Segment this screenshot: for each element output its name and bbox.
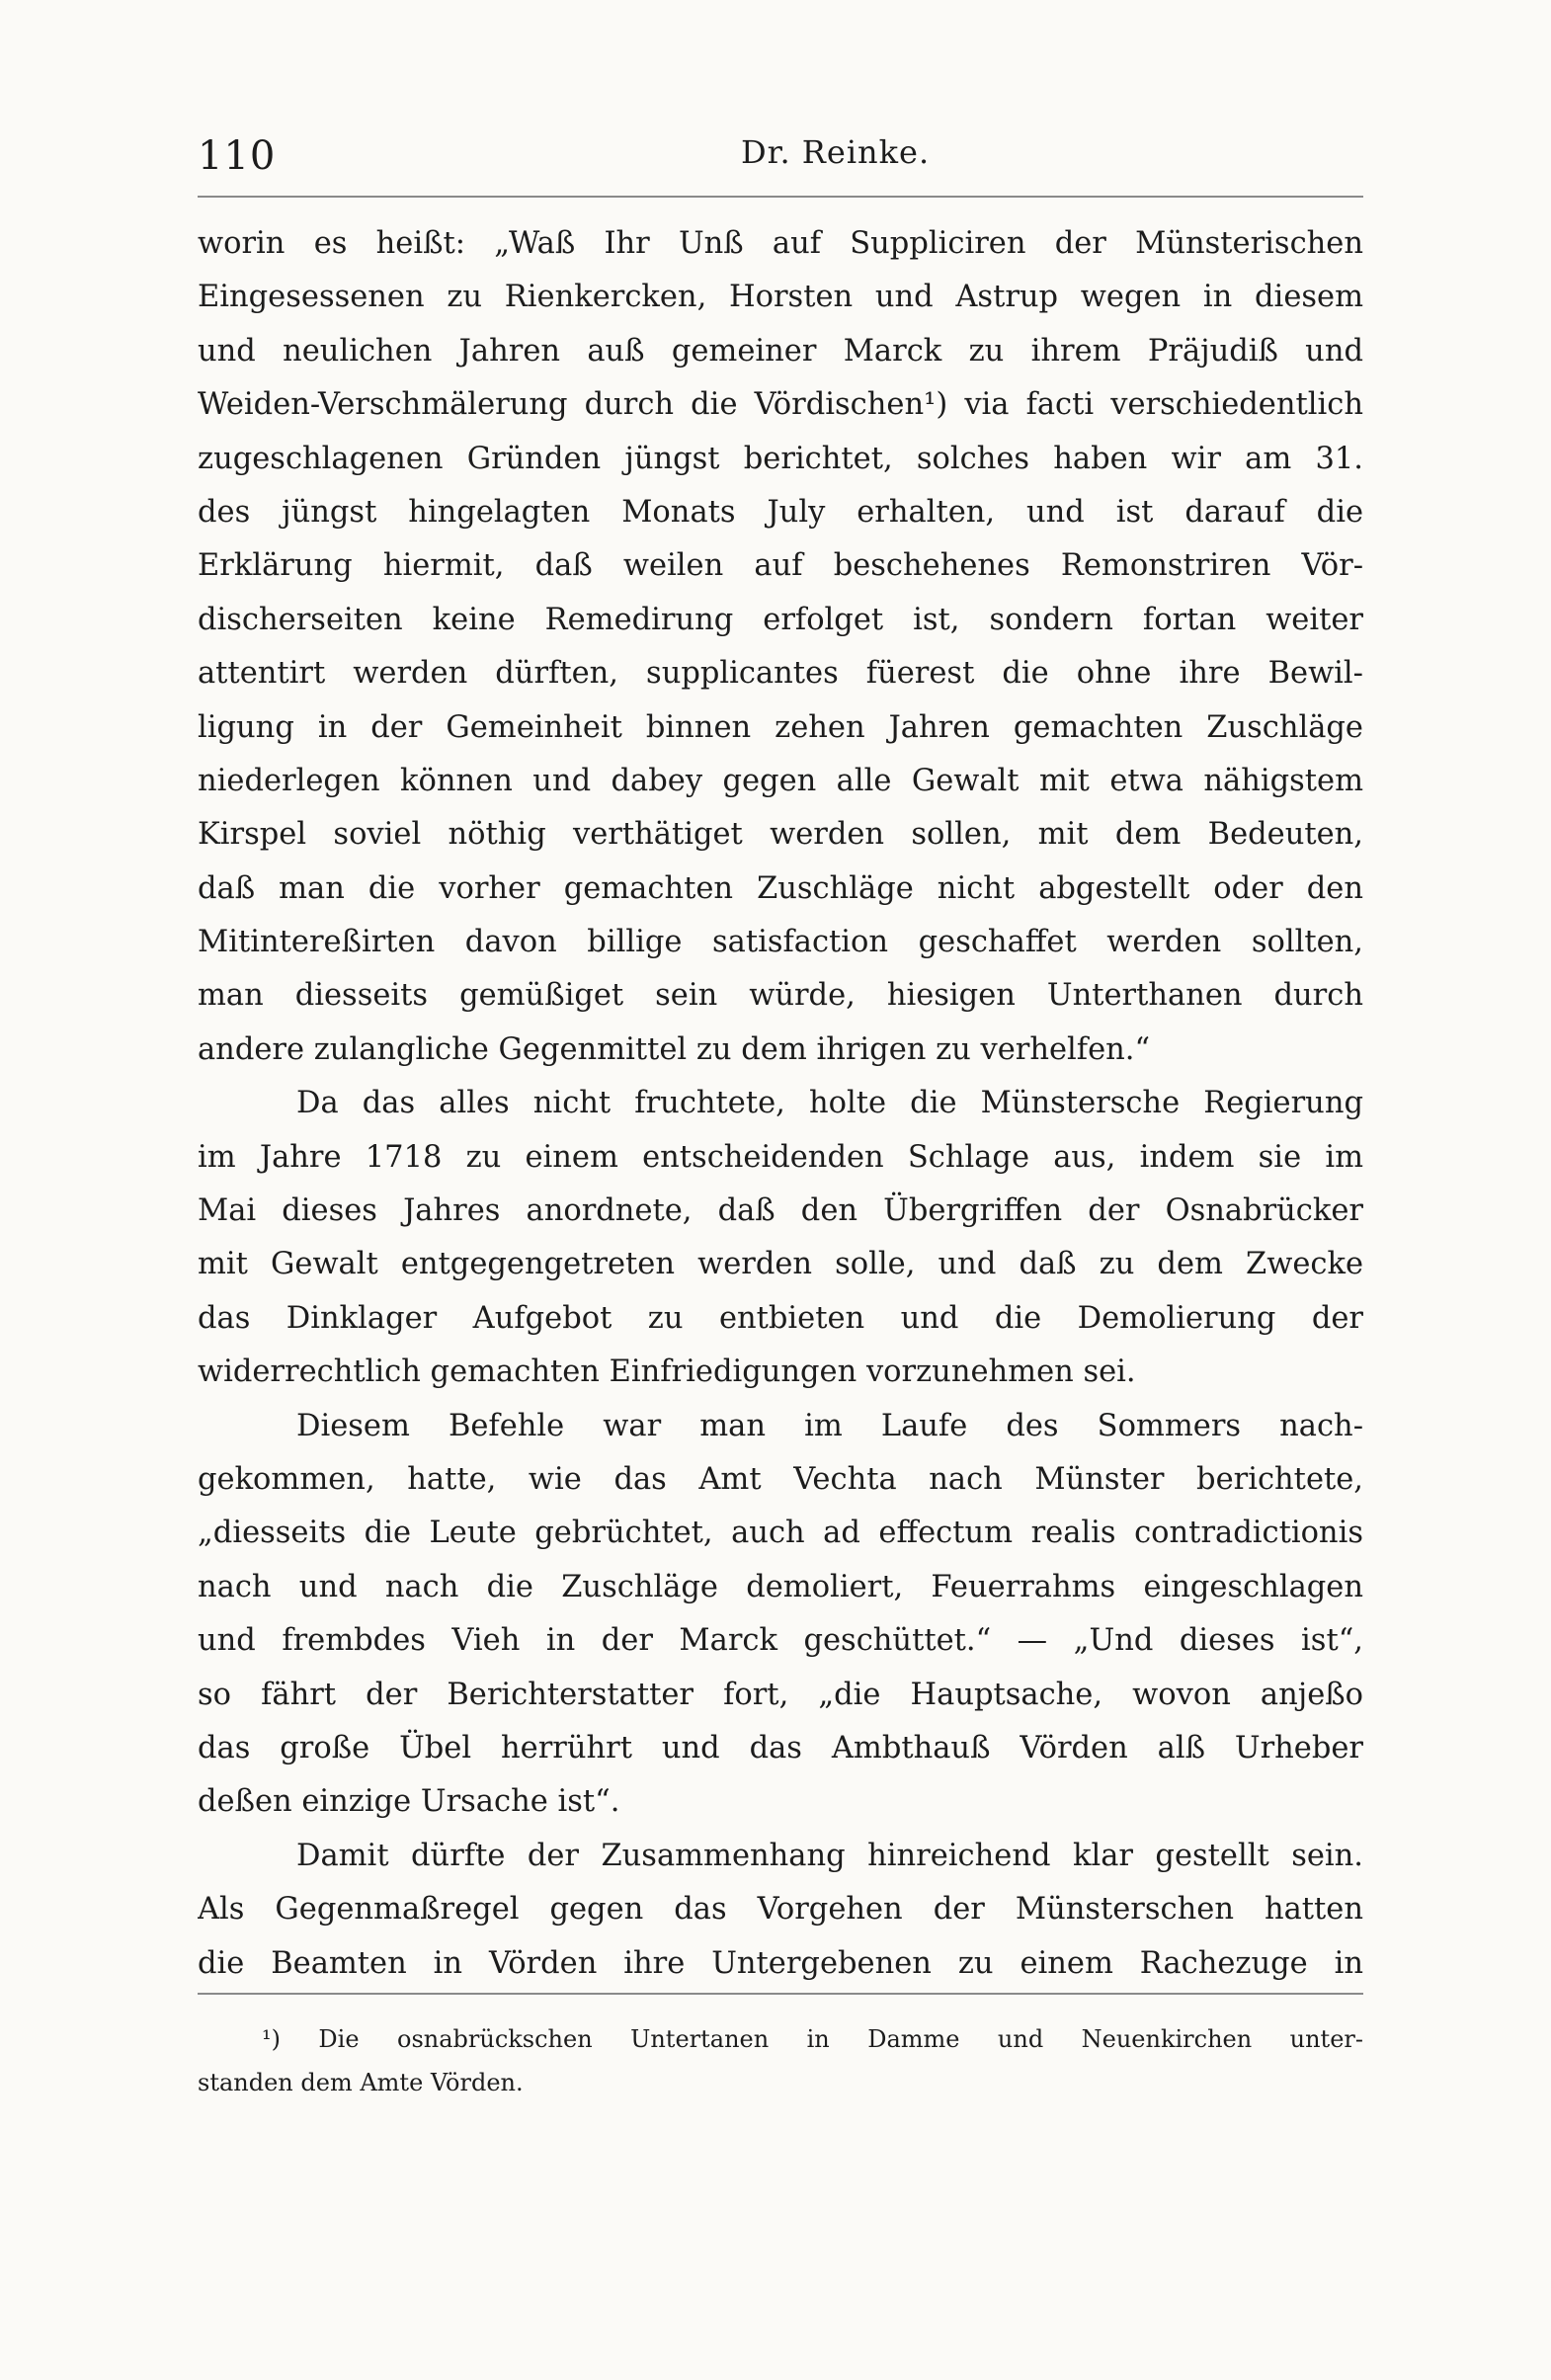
text-line: im Jahre 1718 zu einem entscheidenden Schlage aus, indem sie im: [198, 1139, 1363, 1175]
page-header: [198, 133, 1363, 203]
footnote-line: standen dem Amte Vörden.: [198, 2069, 524, 2096]
text-line: das große Übel herrührt und das Ambthauß Vörden alß Urheber: [198, 1730, 1363, 1765]
text-line: ligung in der Gemeinheit binnen zehen Jahren gemachten Zuschläge: [198, 709, 1363, 745]
text-line: andere zulangliche Gegenmittel zu dem ihrigen zu verhelfen.“: [198, 1031, 1151, 1067]
header-rule: [198, 196, 1363, 198]
text-line: worin es heißt: „Waß Ihr Unß auf Suppliciren der Münsterischen: [198, 226, 1363, 261]
text-line: Kirspel soviel nöthig verthätiget werden sollen, mit dem Bedeuten,: [198, 817, 1363, 853]
text-line: zugeschlagenen Gründen jüngst berichtet, solches haben wir am 31.: [198, 441, 1363, 476]
text-line: des jüngst hingelagten Monats July erhalten, und ist darauf die: [198, 494, 1363, 530]
text-line: mit Gewalt entgegengetreten werden solle, und daß zu dem Zwecke: [198, 1247, 1363, 1282]
text-line: Damit dürfte der Zusammenhang hinreichend klar gestellt sein.: [296, 1838, 1363, 1873]
text-line: niederlegen können und dabey gegen alle Gewalt mit etwa nähigstem: [198, 763, 1363, 798]
text-line: nach und nach die Zuschläge demoliert, Feuerrahms eingeschlagen: [198, 1569, 1363, 1604]
text-line: discherseiten keine Remedirung erfolget ist, sondern fortan weiter: [198, 602, 1363, 637]
text-line: man diesseits gemüßiget sein würde, hiesigen Unterthanen durch: [198, 978, 1363, 1014]
footnote-line: ¹) Die osnabrückschen Untertanen in Damme und Neuenkirchen unter-: [262, 2025, 1363, 2053]
text-line: und neulichen Jahren auß gemeiner Marck zu ihrem Präjudiß und: [198, 333, 1363, 369]
text-line: daß man die vorher gemachten Zuschläge nicht abgestellt oder den: [198, 870, 1363, 906]
text-line: Eingesessenen zu Rienkercken, Horsten und Astrup wegen in diesem: [198, 280, 1363, 315]
text-line: Diesem Befehle war man im Laufe des Sommers nach-: [296, 1408, 1363, 1443]
text-line: Weiden-Verschmälerung durch die Vördischen¹) via facti verschiedentlich: [198, 387, 1363, 423]
running-head: Dr. Reinke.: [741, 133, 931, 171]
text-line: deßen einzige Ursache ist“.: [198, 1784, 620, 1820]
text-line: widerrechtlich gemachten Einfriedigungen vorzunehmen sei.: [198, 1354, 1136, 1390]
text-line: so fährt der Berichterstatter fort, „die Hauptsache, wovon anjeßo: [198, 1677, 1363, 1712]
footnote-rule: [198, 1993, 1363, 1995]
text-line: Mai dieses Jahres anordnete, daß den Übergriffen der Osnabrücker: [198, 1193, 1363, 1229]
body-text: [198, 217, 1363, 1991]
text-line: „diesseits die Leute gebrüchtet, auch ad effectum realis contradictionis: [198, 1516, 1363, 1551]
text-line: die Beamten in Vörden ihre Untergebenen zu einem Rachezuge in: [198, 1945, 1363, 1981]
page-number: 110: [198, 133, 277, 179]
text-line: Da das alles nicht fruchtete, holte die Münstersche Regierung: [296, 1086, 1363, 1121]
text-line: das Dinklager Aufgebot zu entbieten und die Demolierung der: [198, 1300, 1363, 1336]
text-line: Mitintereßirten davon billige satisfaction geschaffet werden sollten,: [198, 925, 1363, 960]
text-line: und frembdes Vieh in der Marck geschüttet.“ — „Und dieses ist“,: [198, 1623, 1363, 1659]
text-line: gekommen, hatte, wie das Amt Vechta nach Münster berichtete,: [198, 1461, 1363, 1497]
text-line: attentirt werden dürften, supplicantes füerest die ohne ihre Bewil-: [198, 656, 1363, 692]
text-line: Als Gegenmaßregel gegen das Vorgehen der Münsterschen hatten: [198, 1892, 1363, 1928]
footnotes: [198, 2017, 1363, 2104]
text-line: Erklärung hiermit, daß weilen auf beschehenes Remonstriren Vör-: [198, 548, 1363, 584]
